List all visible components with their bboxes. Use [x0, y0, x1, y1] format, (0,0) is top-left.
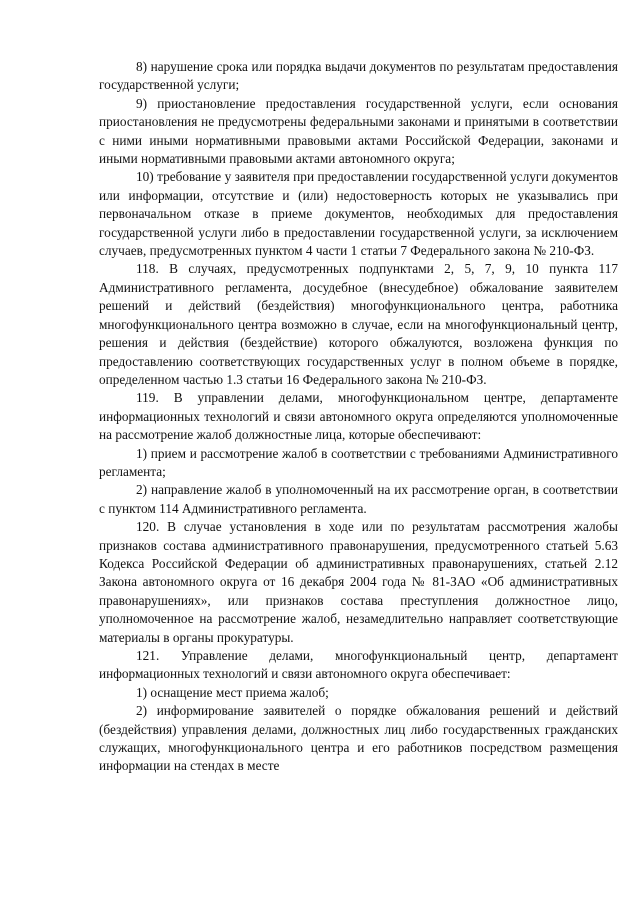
paragraph-clause-120: 120. В случае установления в ходе или по результатам рассмотрения жалобы признаков состава административного правонарушения, предусмотренного статьей 5.63 Кодекса Российской Федерации об административных правонарушениях, статьей 2.12 Закона автономного округа от 16 декабря 2004 года № 81-ЗАО «Об административных правонарушениях», или признаков состава преступления должностное лицо, уполномоченное на рассмотрение жалоб, незамедлительно направляет соответствующие материалы в органы прокуратуры.	[99, 519, 618, 645]
paragraph-clause-119-item-2: 2) направление жалоб в уполномоченный на их рассмотрение орган, в соответствии с пунктом 114 Административного регламента.	[99, 482, 618, 516]
paragraph-clause-118: 118. В случаях, предусмотренных подпунктами 2, 5, 7, 9, 10 пункта 117 Административного регламента, досудебное (внесудебное) обжалование заявителем решений и действий (бездействия) многофункционального центра, работника многофункционального центра возможно в случае, если на многофункциональный центр, решения и действия (бездействие) которого обжалуются, возложена функция по предоставлению соответствующих государственных услуг в полном объеме в порядке, определенном частью 1.3 статьи 16 Федерального закона № 210-ФЗ.	[99, 261, 618, 387]
paragraph-item-9-suspension: 9) приостановление предоставления государственной услуги, если основания приостановления не предусмотрены федеральными законами и принятыми в соответствии с ними иными нормативными правовыми актами Российской Федерации, законами и иными нормативными правовыми актами автономного округа;	[99, 95, 618, 167]
paragraph-clause-121-item-1: 1) оснащение мест приема жалоб;	[136, 684, 329, 700]
paragraph-clause-121-item-2: 2) информирование заявителей о порядке обжалования решений и действий (бездействия) управления делами, должностных лиц либо государственных гражданских служащих, многофункционального центра и его работников посредством размещения информации на стендах в месте	[99, 703, 618, 774]
paragraph-clause-119-item-1: 1) прием и рассмотрение жалоб в соответствии с требованиями Административного регламента;	[99, 445, 618, 479]
paragraph-clause-119: 119. В управлении делами, многофункциональном центре, департаменте информационных технологий и связи автономного округа определяются уполномоченные на рассмотрение жалоб должностные лица, которые обеспечивают:	[99, 390, 618, 443]
paragraph-item-10-document-requirement: 10) требование у заявителя при предоставлении государственной услуги документов или информации, отсутствие и (или) недостоверность которых не указывались при первоначальном отказе в приеме документов, необходимых для предоставления государственной услуги либо в предоставлении государственной услуги, за исключением случаев, предусмотренных пунктом 4 части 1 статьи 7 Федерального закона № 210-ФЗ.	[99, 169, 618, 259]
paragraph-item-8-violation-of-issuance: 8) нарушение срока или порядка выдачи документов по результатам предоставления государственной услуги;	[99, 59, 618, 93]
paragraph-clause-121: 121. Управление делами, многофункциональный центр, департамент информационных технологий и связи автономного округа обеспечивает:	[99, 648, 618, 682]
